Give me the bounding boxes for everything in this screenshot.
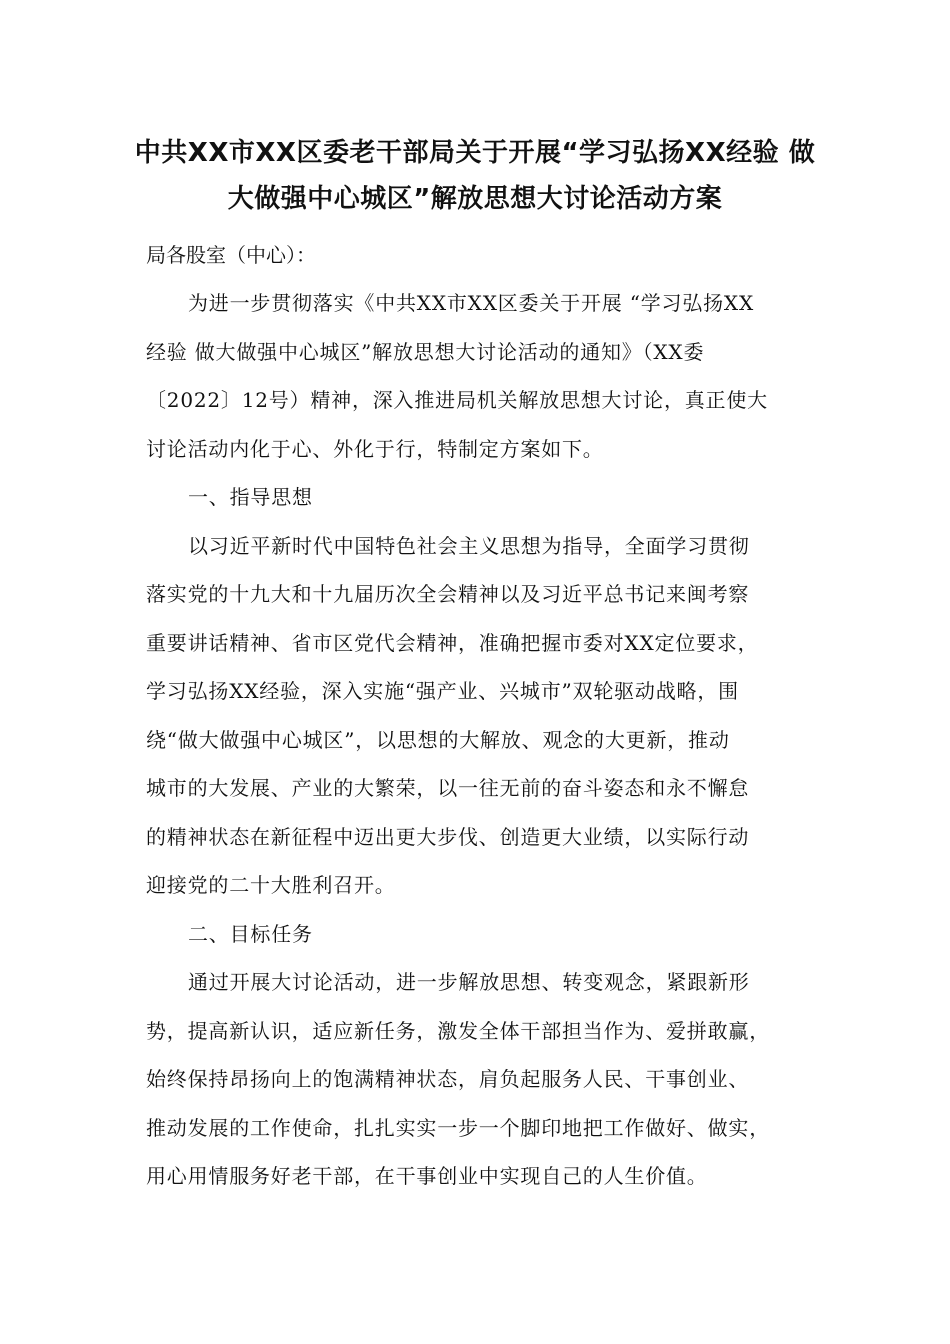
text-line: 重要讲话精神、省市区党代会精神，准确把握市委对XX定位要求，: [146, 630, 759, 655]
text-line: 城市的大发展、产业的大繁荣，以一往无前的奋斗姿态和永不懈怠: [146, 776, 750, 800]
text-line: 落实党的十九大和十九届历次全会精神以及习近平总书记来闽考察: [146, 582, 750, 606]
document-title: [130, 130, 820, 222]
title-line: 大做强中心城区”解放思想大讨论活动方案: [227, 184, 723, 214]
text-line: 学习弘扬XX经验，深入实施“强产业、兴城市”双轮驱动战略，围: [146, 679, 739, 703]
document-body: [146, 231, 806, 1201]
text-line: 迎接党的二十大胜利召开。: [146, 873, 396, 897]
text-line: 通过开展大讨论活动，进一步解放思想、转变观念，紧跟新形: [188, 970, 750, 994]
text-line: 经验 做大做强中心城区”解放思想大讨论活动的通知》（XX委: [146, 339, 705, 364]
section-heading-goals: 二、目标任务: [188, 921, 313, 946]
title-line: 中共XX市XX区委老干部局关于开展“学习弘扬XX经验 做: [134, 138, 816, 168]
text-line: 势，提高新认识，适应新任务，激发全体干部担当作为、爱拼敢赢，: [146, 1018, 770, 1043]
text-line: 为进一步贯彻落实《中共XX市XX区委关于开展 “学习弘扬XX: [188, 291, 755, 315]
text-line: 的精神状态在新征程中迈出更大步伐、创造更大业绩，以实际行动: [146, 824, 750, 849]
guiding-thought-paragraph: [146, 522, 806, 910]
text-line: 〔2022〕12号）精神，深入推进局机关解放思想大讨论，真正使大: [146, 388, 768, 412]
text-line: 以习近平新时代中国特色社会主义思想为指导，全面学习贯彻: [188, 533, 750, 558]
text-line: 绕“做大做强中心城区”，以思想的大解放、观念的大更新，推动: [146, 727, 730, 752]
salutation: 局各股室（中心）：: [146, 243, 316, 267]
intro-paragraph: [146, 279, 806, 473]
goals-paragraph: [146, 958, 806, 1201]
text-line: 始终保持昂扬向上的饱满精神状态，肩负起服务人民、干事创业、: [146, 1067, 750, 1091]
text-line: 用心用情服务好老干部，在干事创业中实现自己的人生价值。: [146, 1164, 708, 1188]
text-line: 讨论活动内化于心、外化于行，特制定方案如下。: [146, 436, 604, 461]
text-line: 推动发展的工作使命，扎扎实实一步一个脚印地把工作做好、做实，: [146, 1115, 770, 1140]
section-heading-guiding-thought: 一、指导思想: [188, 485, 313, 509]
